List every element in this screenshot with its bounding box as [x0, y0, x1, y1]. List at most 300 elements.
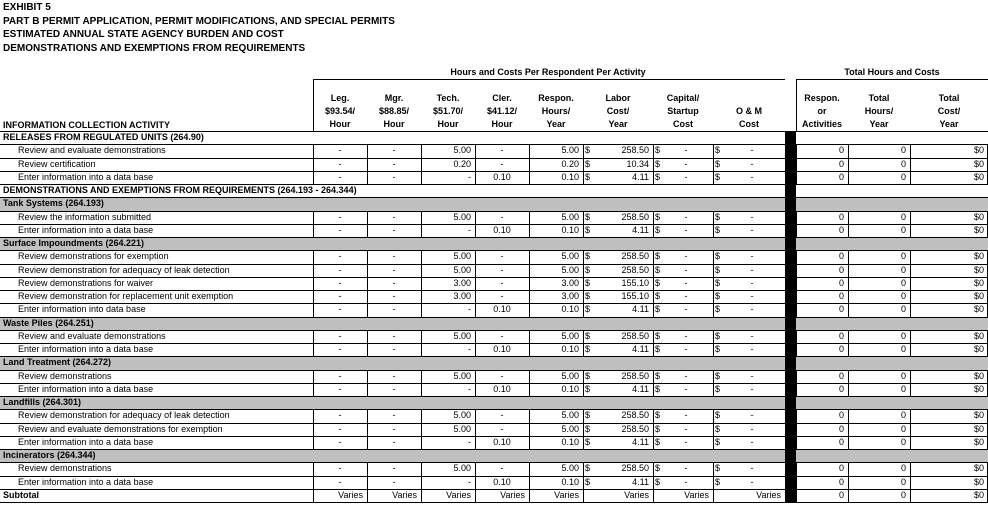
currency-symbol: $ — [715, 463, 721, 474]
cell-cler: - — [500, 158, 504, 169]
cell-leg: - — [338, 436, 342, 447]
cell-border — [653, 476, 654, 489]
cell-hours: 5.00 — [561, 211, 579, 222]
column-header-text: Year — [546, 119, 566, 129]
cell-labor: 4.11 — [632, 476, 649, 487]
cell-tech: 5.00 — [453, 410, 471, 421]
cell-leg: - — [338, 158, 342, 169]
cell-leg: - — [338, 224, 342, 235]
cell-tech: 5.00 — [453, 330, 471, 341]
cell-total_cost: $0 — [973, 476, 984, 487]
cell-respon: 0 — [838, 476, 844, 487]
cell-cler: - — [500, 211, 504, 222]
cell-tech: 3.00 — [453, 291, 471, 301]
cell-respon: 0 — [838, 344, 844, 354]
cell-capital: - — [684, 264, 688, 275]
cell-hours: 5.00 — [561, 264, 579, 275]
currency-symbol: $ — [585, 158, 591, 169]
cell-capital: - — [684, 436, 688, 447]
cell-border — [583, 303, 584, 316]
currency-symbol: $ — [715, 277, 721, 288]
row-divider — [0, 396, 988, 397]
cell-tech: 3.00 — [453, 277, 471, 288]
cell-mgr: - — [392, 370, 396, 381]
cell-total_cost: $0 — [973, 463, 984, 474]
cell-cler: 0.10 — [493, 436, 511, 447]
cell-border — [653, 250, 654, 263]
cell-border — [713, 264, 714, 277]
currency-symbol: $ — [655, 224, 661, 235]
cell-leg: Varies — [338, 489, 363, 500]
activity-label: Review certification — [18, 158, 96, 169]
cell-mgr: - — [392, 291, 396, 301]
cell-total_hours: 0 — [900, 383, 906, 394]
group-bracket-line — [796, 79, 988, 80]
currency-symbol: $ — [585, 291, 591, 301]
subsection-band — [0, 396, 988, 409]
cell-total_cost: $0 — [973, 410, 984, 421]
column-header-text: Hours/ — [864, 106, 894, 116]
cell-total_hours: 0 — [900, 158, 906, 169]
cell-respon: 0 — [838, 211, 844, 222]
cell-capital: - — [684, 171, 688, 182]
cell-border — [785, 423, 786, 436]
cell-border — [583, 370, 584, 383]
cell-border — [653, 343, 654, 356]
cell-total_hours: 0 — [900, 423, 906, 434]
currency-symbol: $ — [715, 145, 721, 156]
cell-om: - — [750, 370, 754, 381]
cell-hours: 3.00 — [561, 277, 579, 288]
cell-border — [653, 224, 654, 237]
cell-border — [653, 330, 654, 343]
cell-total_hours: 0 — [900, 304, 906, 315]
column-header-text: Year — [939, 119, 959, 129]
cell-hours: 0.10 — [561, 476, 579, 487]
column-header-text: Hours/ — [541, 106, 571, 116]
currency-symbol: $ — [585, 463, 591, 474]
cell-total_hours: 0 — [900, 463, 906, 474]
cell-labor: 258.50 — [621, 145, 649, 156]
cell-mgr: - — [392, 171, 396, 182]
cell-border — [653, 303, 654, 316]
currency-symbol: $ — [715, 291, 721, 301]
cell-hours: 5.00 — [561, 463, 579, 474]
cell-border — [583, 476, 584, 489]
activity-label: Enter information into data base — [18, 304, 146, 315]
subsection-band — [0, 237, 988, 250]
column-header-text: Startup — [667, 106, 699, 116]
column-header-text: Mgr. — [384, 93, 404, 103]
cell-capital: - — [684, 211, 688, 222]
cell-hours: 0.10 — [561, 344, 579, 354]
currency-symbol: $ — [715, 476, 721, 487]
cell-cler: 0.10 — [493, 171, 511, 182]
exhibit-subtitle-3: DEMONSTRATIONS AND EXEMPTIONS FROM REQUIREMENTS — [3, 42, 306, 54]
cell-leg: - — [338, 145, 342, 156]
row-divider — [0, 317, 988, 318]
column-header-text: or — [817, 106, 827, 116]
cell-total_cost: $0 — [973, 211, 984, 222]
cell-mgr: - — [392, 423, 396, 434]
cell-capital: - — [684, 344, 688, 354]
cell-om: Varies — [756, 489, 781, 500]
currency-symbol: $ — [585, 344, 591, 354]
cell-capital: - — [684, 463, 688, 474]
cell-hours: 3.00 — [561, 291, 579, 301]
column-header-text: Tech. — [436, 93, 460, 103]
cell-total_hours: 0 — [900, 145, 906, 156]
cell-capital: - — [684, 476, 688, 487]
cell-border — [713, 383, 714, 396]
exhibit-subtitle-2: ESTIMATED ANNUAL STATE AGENCY BURDEN AND COST — [3, 29, 284, 40]
cell-border — [785, 343, 786, 356]
cell-hours: 5.00 — [561, 410, 579, 421]
cell-om: - — [750, 410, 754, 421]
cell-total_cost: $0 — [973, 291, 984, 301]
activity-column-header: INFORMATION COLLECTION ACTIVITY — [3, 120, 170, 130]
cell-border — [583, 224, 584, 237]
cell-cler: - — [500, 291, 504, 301]
column-header-text: Year — [869, 119, 889, 129]
activity-label: Review and evaluate demonstrations — [18, 145, 166, 156]
currency-symbol: $ — [715, 436, 721, 447]
currency-symbol: $ — [655, 330, 661, 341]
cell-labor: Varies — [624, 489, 649, 500]
cell-om: - — [750, 476, 754, 487]
activity-label: Enter information into a data base — [18, 171, 154, 182]
row-divider — [0, 449, 988, 450]
column-header-text: Hour — [491, 119, 513, 129]
cell-hours: 5.00 — [561, 251, 579, 262]
cell-hours: 5.00 — [561, 370, 579, 381]
subsection-heading: Land Treatment (264.272) — [3, 357, 112, 368]
activity-label: Review demonstrations for exemption — [18, 251, 169, 262]
cell-total_hours: 0 — [900, 277, 906, 288]
cell-capital: - — [684, 304, 688, 315]
column-header-text: Cler. — [492, 93, 512, 103]
cell-border — [785, 158, 786, 171]
currency-symbol: $ — [585, 264, 591, 275]
section-heading: DEMONSTRATIONS AND EXEMPTIONS FROM REQUIREMENTS (264.193 - 264.344) — [3, 185, 357, 195]
cell-total_cost: $0 — [973, 277, 984, 288]
cell-total_hours: 0 — [900, 370, 906, 381]
exhibit-subtitle-1: PART B PERMIT APPLICATION, PERMIT MODIFICATIONS, AND SPECIAL PERMITS — [3, 15, 395, 27]
cell-cler: - — [500, 264, 504, 275]
cell-border — [653, 370, 654, 383]
cell-border — [785, 264, 786, 277]
currency-symbol: $ — [585, 330, 591, 341]
cell-leg: - — [338, 370, 342, 381]
cell-labor: 258.50 — [621, 423, 649, 434]
cell-total_hours: 0 — [900, 224, 906, 235]
cell-capital: - — [684, 291, 688, 301]
cell-om: - — [750, 158, 754, 169]
cell-om: - — [750, 171, 754, 182]
activity-label: Enter information into a data base — [18, 476, 154, 487]
currency-symbol: $ — [715, 423, 721, 434]
cell-leg: - — [338, 251, 342, 262]
cell-leg: - — [338, 291, 342, 301]
cell-border — [713, 476, 714, 489]
cell-border — [713, 250, 714, 263]
cell-cler: 0.10 — [493, 304, 511, 315]
cell-border — [653, 158, 654, 171]
cell-border — [583, 383, 584, 396]
currency-symbol: $ — [655, 171, 661, 182]
column-header-text: Year — [608, 119, 628, 129]
cell-border — [583, 409, 584, 422]
cell-border — [785, 224, 786, 237]
currency-symbol: $ — [585, 383, 591, 394]
cell-capital: Varies — [684, 489, 709, 500]
cell-om: - — [750, 463, 754, 474]
cell-border — [785, 277, 786, 290]
column-header-text: $93.54/ — [324, 106, 356, 116]
cell-leg: - — [338, 277, 342, 288]
cell-total_hours: 0 — [900, 476, 906, 487]
row-divider — [0, 197, 988, 198]
activity-label: Enter information into a data base — [18, 383, 154, 394]
cell-total_hours: 0 — [900, 410, 906, 421]
cell-total_cost: $0 — [973, 383, 984, 394]
currency-symbol: $ — [655, 145, 661, 156]
cell-respon: 0 — [838, 436, 844, 447]
currency-symbol: $ — [585, 211, 591, 222]
cell-labor: 155.10 — [621, 277, 649, 288]
activity-label: Review demonstration for replacement unit exemption — [18, 291, 234, 301]
currency-symbol: $ — [655, 370, 661, 381]
cell-tech: - — [468, 344, 471, 354]
cell-om: - — [750, 211, 754, 222]
cell-respon: 0 — [838, 224, 844, 235]
exhibit-title: EXHIBIT 5 — [3, 2, 51, 13]
subsection-heading: Waste Piles (264.251) — [3, 317, 94, 328]
cell-total_hours: 0 — [900, 436, 906, 447]
cell-total_cost: $0 — [973, 251, 984, 262]
cell-border — [583, 171, 584, 184]
column-header-text: Capital/ — [666, 93, 700, 103]
cell-leg: - — [338, 211, 342, 222]
cell-border — [653, 462, 654, 475]
column-header-text: $88.85/ — [378, 106, 410, 116]
cell-respon: 0 — [838, 383, 844, 394]
cell-total_cost: $0 — [973, 423, 984, 434]
cell-tech: 5.00 — [453, 211, 471, 222]
row-divider — [0, 237, 988, 238]
activity-label: Review demonstration for adequacy of leak detection — [18, 264, 230, 275]
cell-border — [583, 264, 584, 277]
cell-mgr: - — [392, 463, 396, 474]
currency-symbol: $ — [715, 158, 721, 169]
currency-symbol: $ — [585, 145, 591, 156]
currency-symbol: $ — [655, 383, 661, 394]
cell-border — [713, 436, 714, 449]
cell-hours: 0.10 — [561, 304, 579, 315]
cell-border — [785, 489, 786, 502]
cell-leg: - — [338, 423, 342, 434]
cell-border — [583, 211, 584, 224]
cell-labor: 4.11 — [632, 436, 649, 447]
cell-capital: - — [684, 330, 688, 341]
cell-hours: 5.00 — [561, 330, 579, 341]
cell-cler: Varies — [500, 489, 525, 500]
cell-tech: 0.20 — [453, 158, 471, 169]
currency-symbol: $ — [655, 423, 661, 434]
cell-capital: - — [684, 158, 688, 169]
activity-label: Review and evaluate demonstrations — [18, 330, 166, 341]
cell-labor: 4.11 — [632, 171, 649, 182]
cell-tech: - — [468, 304, 471, 315]
cell-om: - — [750, 291, 754, 301]
activity-label: Review the information submitted — [18, 211, 152, 222]
cell-border — [653, 277, 654, 290]
cell-border — [583, 330, 584, 343]
cell-om: - — [750, 423, 754, 434]
currency-symbol: $ — [715, 264, 721, 275]
cell-border — [653, 290, 654, 303]
subsection-band — [0, 197, 988, 210]
activity-label: Review demonstration for adequacy of leak detection — [18, 410, 230, 421]
cell-border — [713, 462, 714, 475]
cell-respon: 0 — [838, 489, 844, 500]
cell-cler: - — [500, 410, 504, 421]
cell-cler: 0.10 — [493, 344, 511, 354]
cell-respon: 0 — [838, 251, 844, 262]
column-header-text: Activities — [801, 119, 843, 129]
cell-cler: 0.10 — [493, 476, 511, 487]
cell-mgr: - — [392, 251, 396, 262]
cell-hours: 5.00 — [561, 145, 579, 156]
cell-border — [583, 290, 584, 303]
cell-tech: - — [468, 383, 471, 394]
column-header-text: Cost/ — [937, 106, 961, 116]
currency-symbol: $ — [655, 344, 661, 354]
row-divider — [0, 502, 988, 503]
section-heading: RELEASES FROM REGULATED UNITS (264.90) — [3, 132, 204, 142]
cell-leg: - — [338, 410, 342, 421]
cell-border — [785, 290, 786, 303]
cell-border — [583, 158, 584, 171]
cell-leg: - — [338, 330, 342, 341]
cell-hours: 0.20 — [561, 158, 579, 169]
column-header-text: Hour — [383, 119, 405, 129]
column-header-text: Hour — [437, 119, 459, 129]
cell-mgr: - — [392, 145, 396, 156]
cell-border — [583, 462, 584, 475]
cell-labor: 258.50 — [621, 463, 649, 474]
subsection-band — [0, 449, 988, 462]
cell-border — [653, 383, 654, 396]
column-header-text: Total — [868, 93, 890, 103]
cell-total_hours: 0 — [900, 251, 906, 262]
subsection-heading: Surface Impoundments (264.221) — [3, 238, 145, 248]
cell-respon: 0 — [838, 330, 844, 341]
currency-symbol: $ — [655, 264, 661, 275]
cell-border — [785, 144, 786, 157]
cell-border — [713, 423, 714, 436]
cell-border — [785, 330, 786, 343]
cell-border — [713, 158, 714, 171]
cell-om: - — [750, 436, 754, 447]
cell-om: - — [750, 277, 754, 288]
cell-tech: - — [468, 436, 471, 447]
cell-border — [713, 144, 714, 157]
cell-border — [583, 423, 584, 436]
cell-border — [583, 436, 584, 449]
cell-tech: - — [468, 476, 471, 487]
cell-labor: 4.11 — [632, 344, 649, 354]
currency-symbol: $ — [585, 423, 591, 434]
currency-symbol: $ — [715, 171, 721, 182]
cell-border — [653, 436, 654, 449]
cell-cler: - — [500, 330, 504, 341]
cell-hours: 0.10 — [561, 436, 579, 447]
cell-border — [785, 303, 786, 316]
cell-om: - — [750, 383, 754, 394]
cell-respon: 0 — [838, 158, 844, 169]
cell-labor: 258.50 — [621, 410, 649, 421]
activity-label: Review demonstrations — [18, 463, 112, 474]
cell-total_cost: $0 — [973, 370, 984, 381]
cell-total_cost: $0 — [973, 330, 984, 341]
cell-om: - — [750, 224, 754, 235]
cell-border — [713, 330, 714, 343]
cell-mgr: - — [392, 436, 396, 447]
currency-symbol: $ — [715, 330, 721, 341]
cell-mgr: - — [392, 410, 396, 421]
cell-capital: - — [684, 423, 688, 434]
cell-respon: 0 — [838, 463, 844, 474]
cell-leg: - — [338, 304, 342, 315]
currency-symbol: $ — [655, 211, 661, 222]
subsection-heading: Landfills (264.301) — [3, 397, 82, 407]
cell-hours: 0.10 — [561, 224, 579, 235]
cell-hours: 0.10 — [561, 383, 579, 394]
cell-total_cost: $0 — [973, 158, 984, 169]
subsection-heading: Incinerators (264.344) — [3, 450, 96, 460]
group-bracket-line — [313, 79, 785, 80]
cell-mgr: - — [392, 383, 396, 394]
cell-border — [583, 144, 584, 157]
cell-border — [653, 409, 654, 422]
cell-cler: 0.10 — [493, 224, 511, 235]
cell-respon: 0 — [838, 410, 844, 421]
cell-leg: - — [338, 463, 342, 474]
cell-border — [785, 370, 786, 383]
cell-leg: - — [338, 344, 342, 354]
subsection-band — [0, 317, 988, 330]
cell-border — [785, 409, 786, 422]
column-header-text: Cost/ — [606, 106, 630, 116]
currency-symbol: $ — [655, 291, 661, 301]
cell-border — [713, 290, 714, 303]
currency-symbol: $ — [655, 476, 661, 487]
cell-border — [713, 370, 714, 383]
cell-capital: - — [684, 251, 688, 262]
activity-label: Review demonstrations for waiver — [18, 277, 154, 288]
cell-respon: 0 — [838, 304, 844, 315]
cell-capital: - — [684, 145, 688, 156]
currency-symbol: $ — [585, 224, 591, 235]
column-header-text: Hour — [329, 119, 351, 129]
currency-symbol: $ — [715, 410, 721, 421]
cell-capital: - — [684, 370, 688, 381]
cell-om: - — [750, 344, 754, 354]
cell-labor: 258.50 — [621, 370, 649, 381]
cell-labor: 258.50 — [621, 330, 649, 341]
cell-mgr: - — [392, 158, 396, 169]
